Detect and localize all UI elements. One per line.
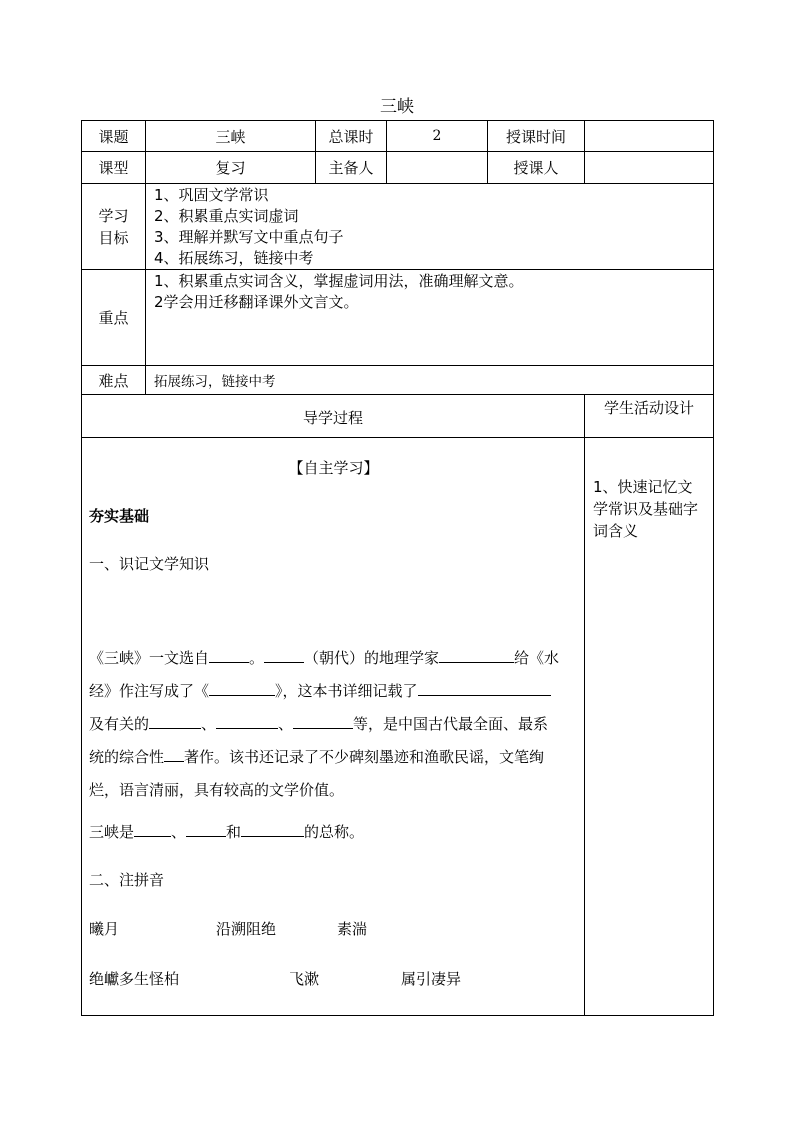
- focus-label: 重点: [82, 270, 146, 366]
- focus-list: [146, 270, 714, 366]
- label-topic: 课题: [82, 121, 146, 152]
- fill-blank[interactable]: [293, 712, 353, 729]
- goals-label: 学习 目标: [82, 184, 146, 270]
- fill-blank[interactable]: [209, 646, 249, 663]
- fill-blank[interactable]: [216, 712, 278, 729]
- process-body: [82, 438, 585, 1016]
- value-lesson-type: 复习: [146, 152, 316, 184]
- focus-item: 1、积累重点实词含义，掌握虚词用法，准确理解文意。: [154, 272, 524, 290]
- value-preparer: [387, 152, 488, 184]
- label-total-periods: 总课时: [316, 121, 387, 152]
- goal-item: 4、拓展练习，链接中考: [154, 249, 314, 267]
- goal-item: 2、积累重点实词虚词: [154, 207, 299, 225]
- pinyin-row-2: [89, 968, 578, 990]
- process-header: 导学过程: [82, 395, 585, 438]
- pinyin-word: 素湍: [337, 920, 368, 938]
- focus-row: [82, 270, 714, 366]
- pinyin-word: 属引凄异: [401, 970, 462, 988]
- part-1-heading: 一、识记文学知识: [89, 555, 210, 573]
- pinyin-word: 曦月: [89, 920, 120, 938]
- value-total-periods: 2: [387, 121, 488, 152]
- difficulty-label: 难点: [82, 366, 146, 395]
- part-2-heading: 二、注拼音: [89, 871, 165, 889]
- label-teacher: 授课人: [488, 152, 585, 184]
- label-class-time: 授课时间: [488, 121, 585, 152]
- literature-fill-paragraph: 《三峡》一文选自 。 （朝代）的地理学家 给《水 经》作注写成了《 》，这本书详细记载了 及有关的 、 、 等，是中国古代最全面、最系 统的综合性 著作。该书还记录了不少碑刻墨迹和渔歌民谣，文笔绚 烂，语言清丽，具有较高的文学价值。: [89, 642, 578, 807]
- process-header-row: [82, 395, 714, 438]
- self-study-title: 【自主学习】: [288, 459, 379, 477]
- fill-blank[interactable]: [439, 646, 514, 663]
- goal-item: 1、巩固文学常识: [154, 186, 269, 204]
- page-title: 三峡: [380, 97, 414, 117]
- value-topic: 三峡: [146, 121, 316, 152]
- gorges-fill-line: 三峡是 、 和 的总称。: [89, 820, 578, 843]
- fill-blank[interactable]: [186, 820, 226, 837]
- fill-blank[interactable]: [209, 679, 275, 696]
- fill-blank[interactable]: [134, 820, 171, 837]
- goals-list: [146, 184, 714, 270]
- pinyin-word: 沿溯阻绝: [216, 920, 277, 938]
- process-body-row: [82, 438, 714, 1016]
- fill-blank[interactable]: [264, 646, 304, 663]
- header-row-2: [82, 152, 714, 184]
- label-preparer: 主备人: [316, 152, 387, 184]
- header-row-1: [82, 121, 714, 152]
- goals-row: [82, 184, 714, 270]
- fill-blank[interactable]: [149, 712, 201, 729]
- fill-blank[interactable]: [241, 820, 304, 837]
- lesson-plan-table: [81, 120, 714, 1016]
- fill-blank[interactable]: [164, 745, 184, 762]
- fill-blank[interactable]: [418, 679, 551, 696]
- value-teacher: [585, 152, 714, 184]
- activity-design-header: 学生活动设计: [585, 395, 714, 438]
- pinyin-row-1: [89, 918, 578, 940]
- foundation-heading: 夯实基础: [89, 507, 150, 525]
- value-class-time: [585, 121, 714, 152]
- difficulty-text: 拓展练习，链接中考: [146, 366, 714, 395]
- difficulty-row: [82, 366, 714, 395]
- label-lesson-type: 课型: [82, 152, 146, 184]
- pinyin-word: 飞漱: [289, 970, 320, 988]
- activity-note: 1、快速记忆文学常识及基础字词含义: [585, 438, 714, 1016]
- pinyin-word: 绝巘多生怪柏: [89, 970, 180, 988]
- focus-item: 2学会用迁移翻译课外文言文。: [154, 293, 359, 311]
- goal-item: 3、理解并默写文中重点句子: [154, 228, 344, 246]
